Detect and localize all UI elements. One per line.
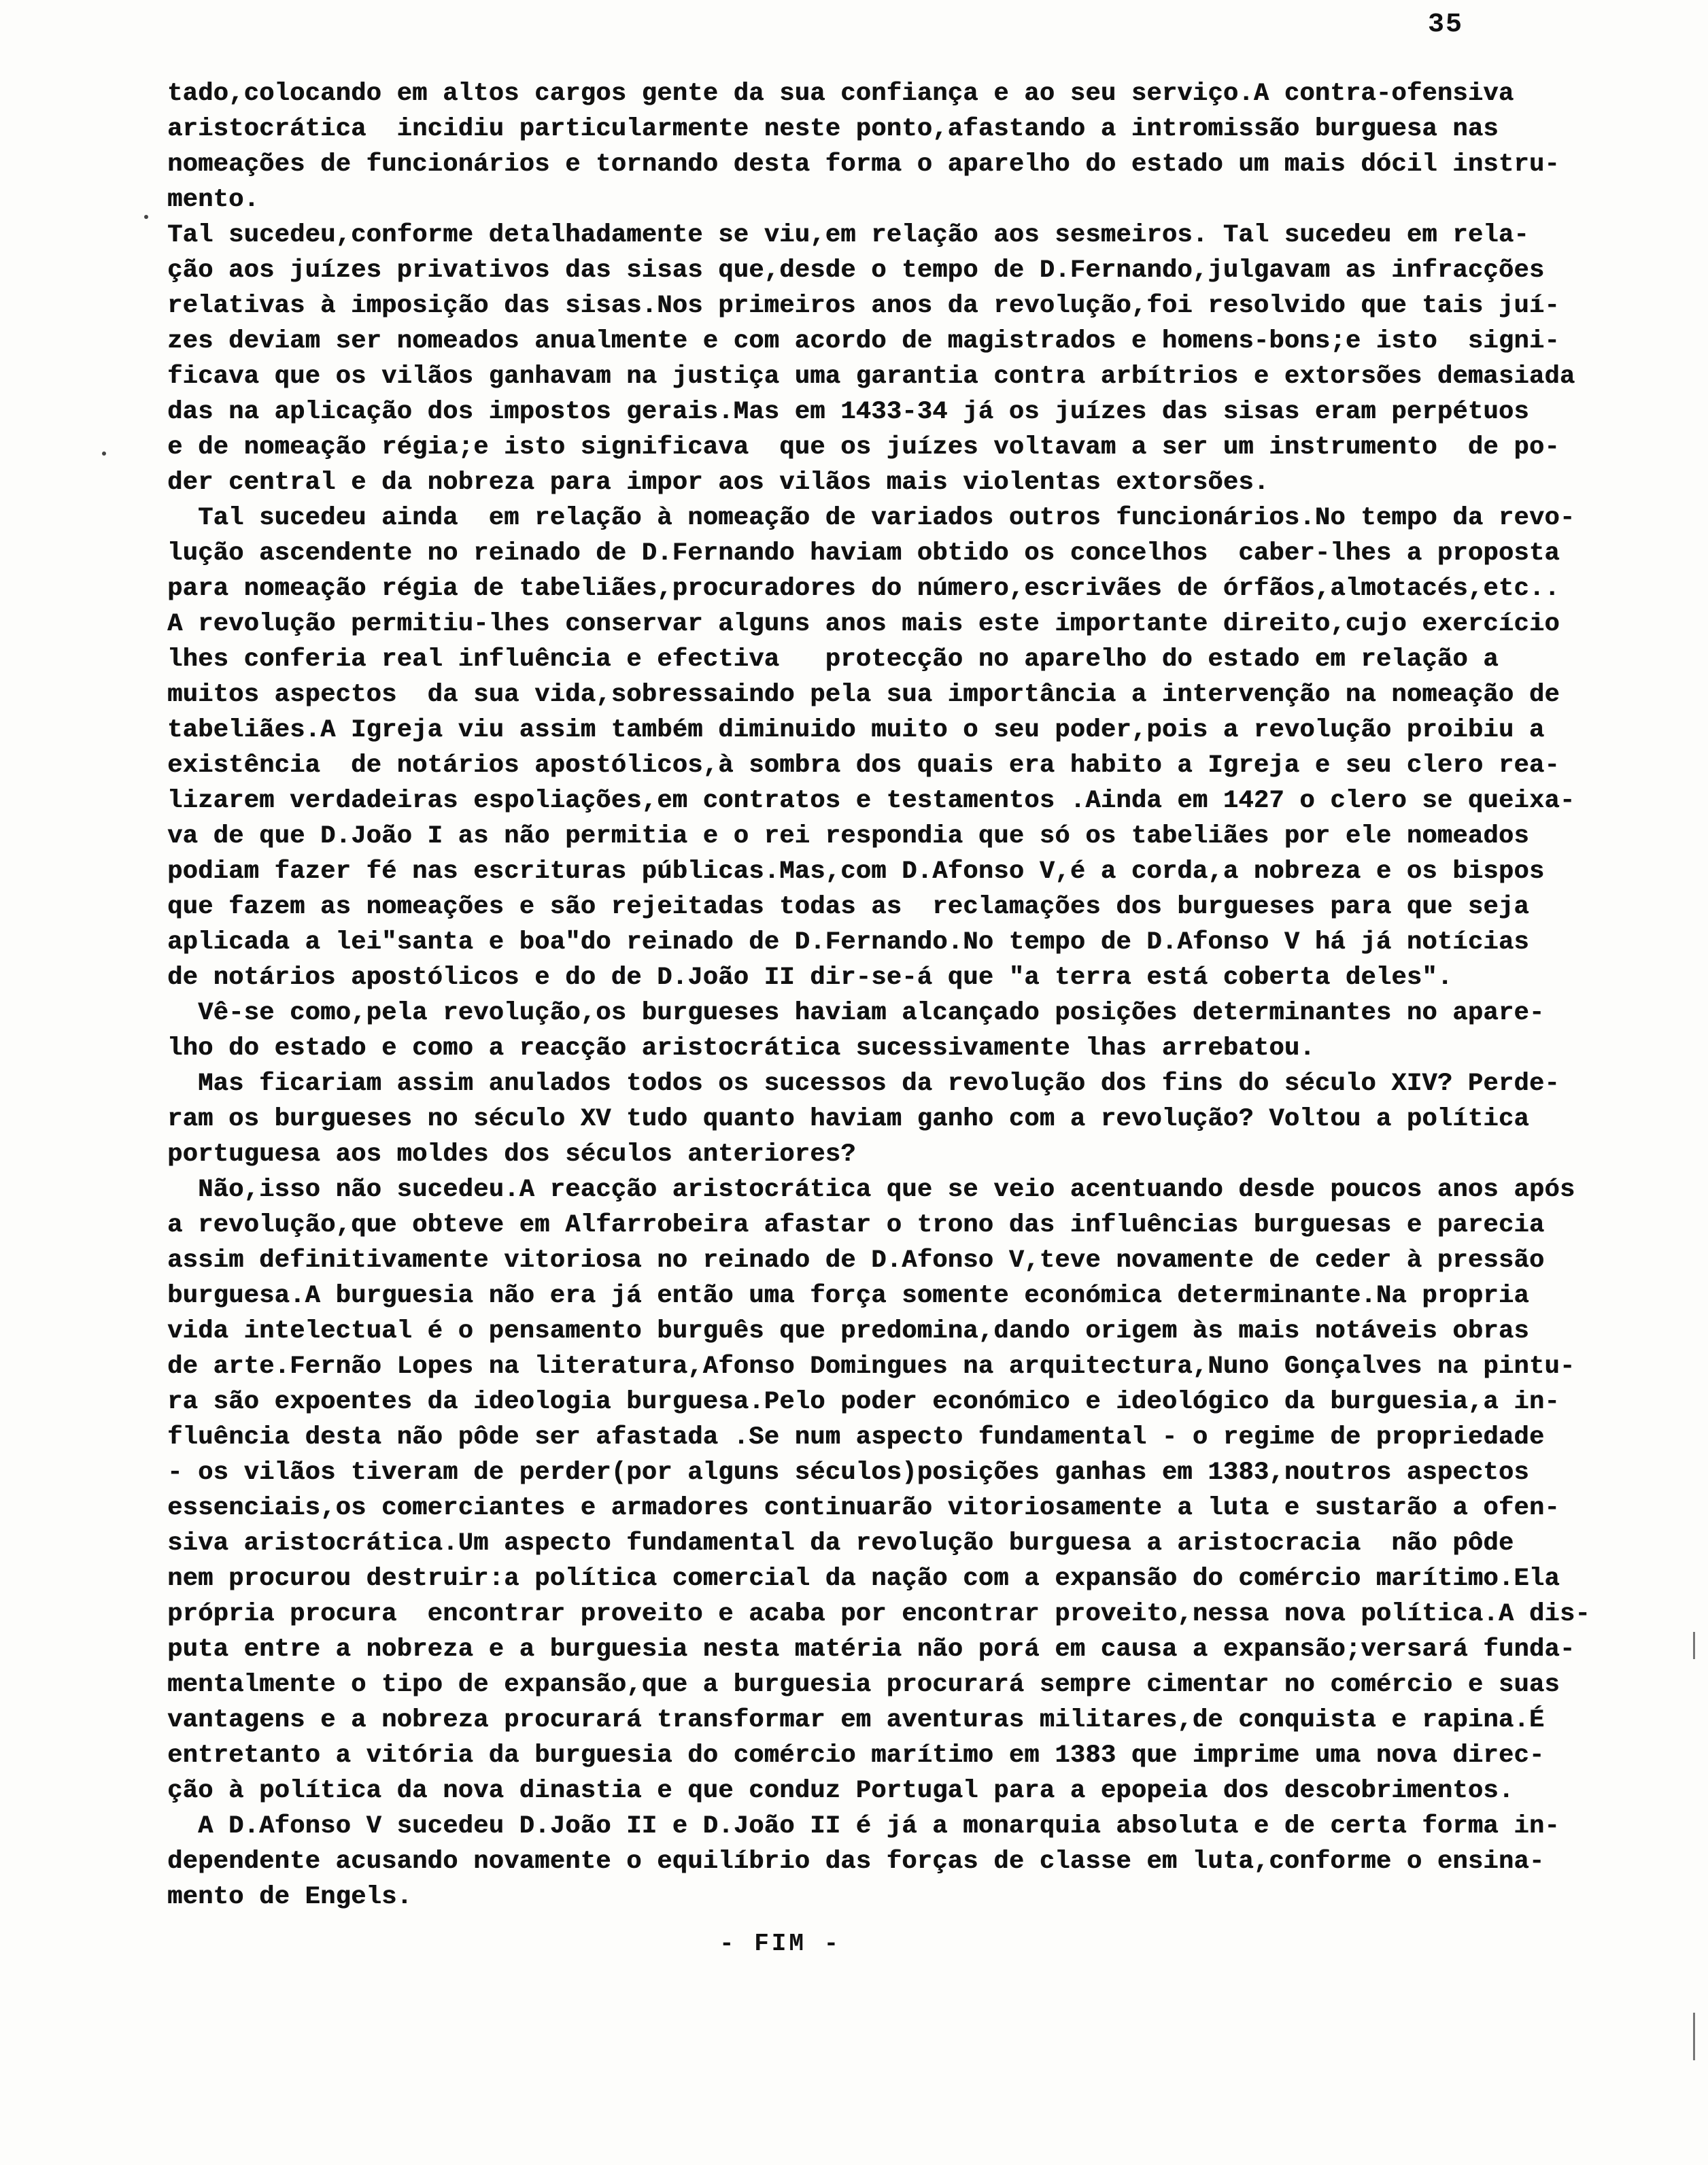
text-line: nem procurou destruir:a política comercial da nação com a expansão do comércio marítimo.Ela — [167, 1565, 1560, 1593]
text-line: tado,colocando em altos cargos gente da sua confiança e ao seu serviço.A contra-ofensiva — [167, 80, 1514, 108]
text-line: e de nomeação régia;e isto significava que os juízes voltavam a ser um instrumento de po- — [167, 433, 1560, 462]
text-line: de arte.Fernão Lopes na literatura,Afonso Domingues na arquitectura,Nuno Gonçalves na pintu- — [167, 1352, 1575, 1381]
text-line: para nomeação régia de tabeliães,procuradores do número,escrivães de órfãos,almotacés,etc.. — [167, 575, 1560, 603]
text-line: mentalmente o tipo de expansão,que a burguesia procurará sempre cimentar no comércio e suas — [167, 1671, 1560, 1699]
text-line: lizarem verdadeiras espoliações,em contratos e testamentos .Ainda em 1427 o clero se queixa- — [167, 787, 1575, 815]
text-line: lho do estado e como a reacção aristocrática sucessivamente lhas arrebatou. — [167, 1034, 1315, 1063]
text-line: ram os burgueses no século XV tudo quanto haviam ganho com a revolução? Voltou a política — [167, 1105, 1529, 1133]
text-line: A revolução permitiu-lhes conservar alguns anos mais este importante direito,cujo exercício — [167, 610, 1560, 638]
text-line: dependente acusando novamente o equilíbrio das forças de classe em luta,conforme o ensina- — [167, 1847, 1545, 1876]
text-line: Tal sucedeu ainda em relação à nomeação de variados outros funcionários.No tempo da revo- — [167, 504, 1575, 532]
margin-dot — [102, 451, 106, 456]
text-line: mento de Engels. — [167, 1883, 413, 1911]
text-line: ção aos juízes privativos das sisas que,desde o tempo de D.Fernando,julgavam as infracções — [167, 256, 1545, 285]
text-line: que fazem as nomeações e são rejeitadas todas as reclamações dos burgueses para que seja — [167, 893, 1529, 921]
edge-speck — [1693, 1632, 1695, 1659]
page-number: 35 — [1428, 10, 1464, 40]
text-line: muitos aspectos da sua vida,sobressaindo pela sua importância a intervenção na nomeação de — [167, 681, 1560, 709]
text-line: ficava que os vilãos ganhavam na justiça uma garantia contra arbítrios e extorsões demasiada — [167, 362, 1575, 391]
text-line: - os vilãos tiveram de perder(por alguns séculos)posições ganhas em 1383,noutros aspectos — [167, 1459, 1529, 1487]
text-line: vida intelectual é o pensamento burguês que predomina,dando origem às mais notáveis obras — [167, 1317, 1529, 1346]
text-line: puta entre a nobreza e a burguesia nesta matéria não porá em causa a expansão;versará funda- — [167, 1635, 1575, 1664]
text-line: va de que D.João I as não permitia e o rei respondia que só os tabeliães por ele nomeados — [167, 822, 1529, 851]
text-line: existência de notários apostólicos,à sombra dos quais era habito a Igreja e seu clero rea- — [167, 751, 1560, 780]
text-line: a revolução,que obteve em Alfarrobeira afastar o trono das influências burguesas e parecia — [167, 1211, 1545, 1240]
text-line: der central e da nobreza para impor aos vilãos mais violentas extorsões. — [167, 468, 1269, 497]
text-line: mento. — [167, 186, 260, 214]
text-line: nomeações de funcionários e tornando desta forma o aparelho do estado um mais dócil instru- — [167, 150, 1560, 179]
text-line: vantagens e a nobreza procurará transformar em aventuras militares,de conquista e rapina.É — [167, 1706, 1545, 1735]
closing-mark: - FIM - — [719, 1930, 842, 1958]
text-line: ra são expoentes da ideologia burguesa.Pelo poder económico e ideológico da burguesia,a in- — [167, 1388, 1560, 1416]
text-line: assim definitivamente vitoriosa no reinado de D.Afonso V,teve novamente de ceder à pressão — [167, 1246, 1545, 1275]
text-line: burguesa.A burguesia não era já então uma força somente económica determinante.Na propria — [167, 1282, 1529, 1310]
text-line: própria procura encontrar proveito e acaba por encontrar proveito,nessa nova política.A dis- — [167, 1600, 1590, 1629]
text-line: tabeliães.A Igreja viu assim também diminuido muito o seu poder,pois a revolução proibiu a — [167, 716, 1545, 745]
text-line: Vê-se como,pela revolução,os burgueses haviam alcançado posições determinantes no apare- — [167, 999, 1545, 1027]
body-text — [167, 76, 1674, 1915]
text-line: fluência desta não pôde ser afastada .Se num aspecto fundamental - o regime de propriedade — [167, 1423, 1545, 1452]
text-line: siva aristocrática.Um aspecto fundamental da revolução burguesa a aristocracia não pôde — [167, 1529, 1514, 1558]
text-line: lhes conferia real influência e efectiva protecção no aparelho do estado em relação a — [167, 645, 1499, 674]
text-line: das na aplicação dos impostos gerais.Mas em 1433-34 já os juízes das sisas eram perpétuos — [167, 398, 1529, 426]
text-line: podiam fazer fé nas escrituras públicas.Mas,com D.Afonso V,é a corda,a nobreza e os bispos — [167, 857, 1545, 886]
edge-speck — [1693, 2013, 1695, 2060]
text-line: entretanto a vitória da burguesia do comércio marítimo em 1383 que imprime uma nova direc- — [167, 1741, 1545, 1770]
text-line: relativas à imposição das sisas.Nos primeiros anos da revolução,foi resolvido que tais juí- — [167, 292, 1560, 320]
text-line: lução ascendente no reinado de D.Fernando haviam obtido os concelhos caber-lhes a proposta — [167, 539, 1560, 568]
text-line: de notários apostólicos e do de D.João II dir-se-á que "a terra está coberta deles". — [167, 964, 1453, 992]
text-line: portuguesa aos moldes dos séculos anteriores? — [167, 1140, 856, 1169]
text-line: aristocrática incidiu particularmente neste ponto,afastando a intromissão burguesa nas — [167, 115, 1499, 143]
text-line: zes deviam ser nomeados anualmente e com acordo de magistrados e homens-bons;e isto signi- — [167, 327, 1560, 356]
text-line: Tal sucedeu,conforme detalhadamente se viu,em relação aos sesmeiros. Tal sucedeu em rela- — [167, 221, 1529, 250]
margin-dot — [144, 215, 148, 219]
text-line: essenciais,os comerciantes e armadores continuarão vitoriosamente a luta e sustarão a ofen- — [167, 1494, 1560, 1522]
text-line: A D.Afonso V sucedeu D.João II e D.João II é já a monarquia absoluta e de certa forma in- — [167, 1812, 1560, 1841]
text-line: Mas ficariam assim anulados todos os sucessos da revolução dos fins do século XIV? Perde- — [167, 1070, 1560, 1098]
text-line: aplicada a lei"santa e boa"do reinado de D.Fernando.No tempo de D.Afonso V há já notícias — [167, 928, 1529, 957]
text-line: ção à política da nova dinastia e que conduz Portugal para a epopeia dos descobrimentos. — [167, 1777, 1514, 1805]
text-line: Não,isso não sucedeu.A reacção aristocrática que se veio acentuando desde poucos anos após — [167, 1176, 1575, 1204]
